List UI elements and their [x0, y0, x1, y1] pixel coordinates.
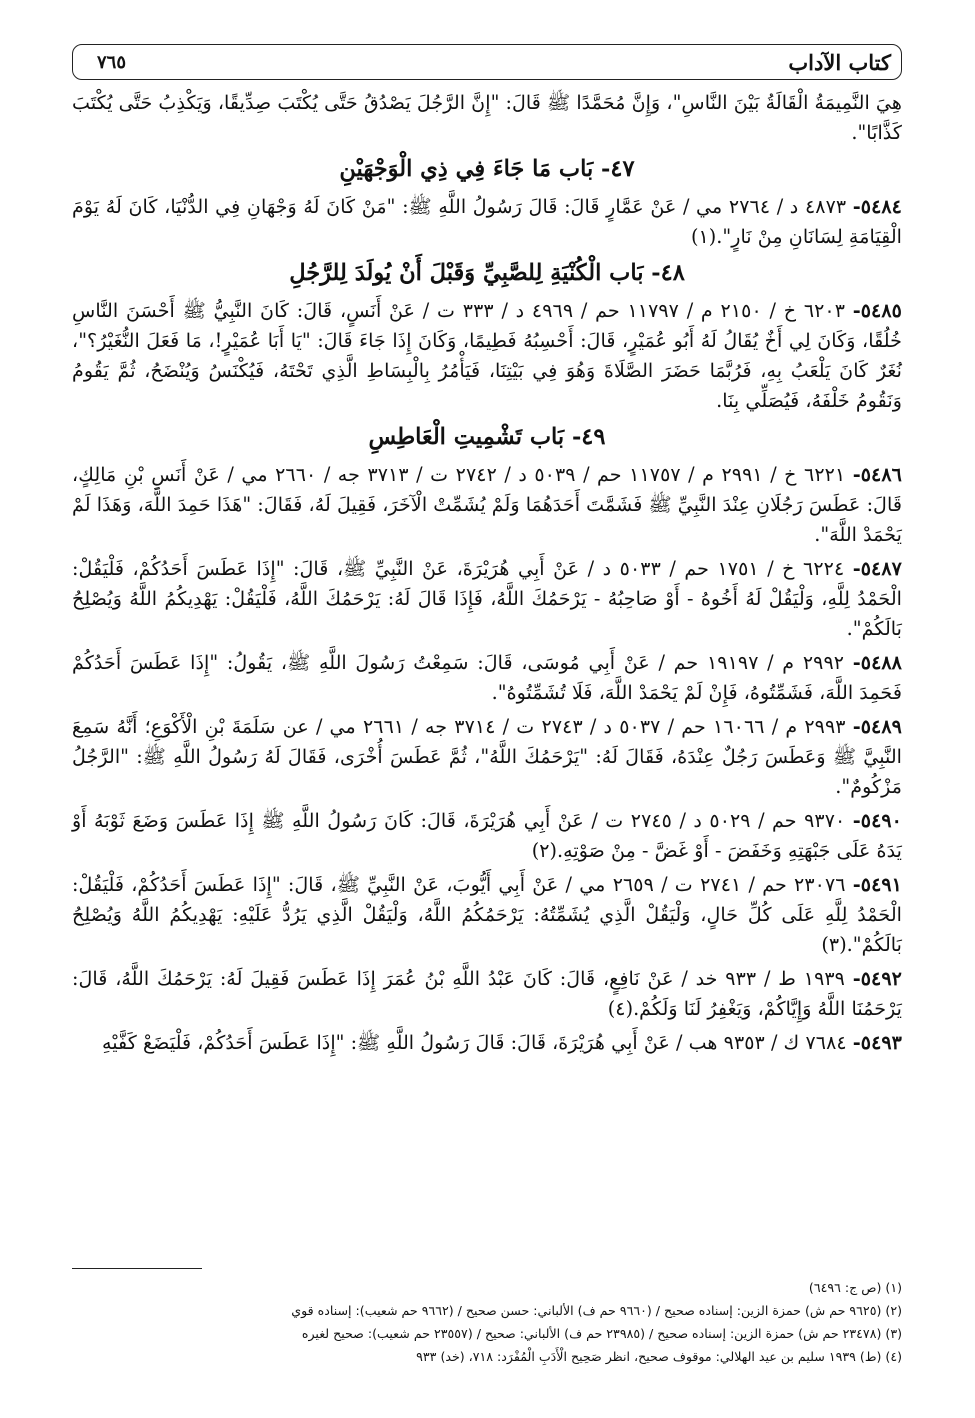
hadith-text: ٦٢٢١ خ / ٢٩٩١ م / ١١٧٥٧ حم / ٥٠٣٩ د / ٢٧٤٢ ت / ٣٧١٣ جه / ٢٦٦٠ مي / عَنْ أَنَسِ بْنِ مَالِكٍ، قَالَ: عَطَسَ رَجُلَانِ عِنْدَ النَّبِيِّ ﷺ فَشَمَّتَ أَحَدَهُمَا وَلَمْ يُشَمِّتْ الْآخَرَ، فَقِيلَ لَهُ، فَقَالَ: "هَذَا حَمِدَ اللَّهَ، وَهَذَا لَمْ يَحْمَدْ اللَّهَ".	[72, 463, 902, 546]
hadith-number: ٥٤٩٠-	[852, 809, 902, 832]
hadith-text: ٧٦٨٤ ك / ٩٣٥٣ هب / عَنْ أَبِي هُرَيْرَةَ، قَالَ: قَالَ رَسُولُ اللَّهِ ﷺ: "إِذَا عَطَسَ أَحَدُكُمْ، فَلْيَضَعْ كَفَّيْهِ	[101, 1031, 847, 1054]
chapter-heading: ٤٨- بَاب الْكُنْيَةِ لِلصَّبِيِّ وَقَبْلَ أَنْ يُولَدَ لِلرَّجُلِ	[289, 260, 685, 286]
hadith-text: ٦٢٠٣ خ / ٢١٥٠ م / ١١٧٩٧ حم / ٤٩٦٩ د / ٣٣٣ ت / عَنْ أَنَسٍ، قَالَ: كَانَ النَّبِيُّ ﷺ أَحْسَنَ النَّاسِ خُلُقًا، وَكَانَ لِي أَخٌ يُقَالُ لَهُ أَبُو عُمَيْرٍ، قَالَ: أَحْسِبُهُ فَطِيمًا، وَكَانَ إِذَا جَاءَ قَالَ: "يَا أَبَا عُمَيْرٍ!، مَا فَعَلَ النُّغَيْرُ؟"، نُغَرٌ كَانَ يَلْعَبُ بِهِ، فَرُبَّمَا حَضَرَ الصَّلَاةَ وَهُوَ فِي بَيْتِنَا، فَيَأْمُرُ بِالْبِسَاطِ الَّذِي تَحْتَهُ، فَيُكْنَسُ وَيُنْضَحُ، ثُمَّ يَقُومُ وَنَقُومُ خَلْفَهُ، فَيُصَلِّي بِنَا.	[72, 299, 902, 412]
hadith-text: ٦٢٢٤ خ / ١٧٥١ حم / ٥٠٣٣ د / عَنْ أَبِي هُرَيْرَةَ، عَنْ النَّبِيِّ ﷺ، قَالَ: "إِذَا عَطَسَ أَحَدُكُمْ، فَلْيَقُلْ: الْحَمْدُ لِلَّهِ، وَلْيَقُلْ لَهُ أَخُوهُ - أَوْ صَاحِبُهُ - يَرْحَمُكَ اللَّهُ، فَإِذَا قَالَ لَهُ: يَرْحَمُكَ اللَّهُ، فَلْيَقُلْ: يَهْدِيكُمُ اللَّهُ وَيُصْلِحُ بَالَكُمْ".	[72, 557, 902, 640]
footnotes	[72, 1276, 902, 1368]
footnote: (٣) (٢٣٤٧٨ حم ش) حمزة الزين: إسناده صحيح / (٢٣٩٨٥ حم ف) الألباني: صحيح / (٢٣٥٥٧ حم شعيب): صحيح لغيره	[301, 1326, 902, 1341]
hadith-text: ٤٨٧٣ د / ٢٧٦٤ مي / عَنْ عَمَّارٍ قَالَ: قَالَ رَسُولُ اللَّهِ ﷺ: "مَنْ كَانَ لَهُ وَجْهَانِ فِي الدُّنْيَا، كَانَ لَهُ يَوْمَ الْقِيَامَةِ لِسَانَانِ مِنْ نَارٍ".(١)	[72, 195, 902, 248]
hadith-text: ٢٩٩٢ م / ١٩١٩٧ حم / عَنْ أَبِي مُوسَى، قَالَ: سَمِعْتُ رَسُولَ اللَّهِ ﷺ، يَقُولُ: "إِذَا عَطَسَ أَحَدُكُمْ فَحَمِدَ اللَّهَ، فَشَمِّتُوهُ، فَإِنْ لَمْ يَحْمَدْ اللَّهَ، فَلَا تُشَمِّتُوهُ".	[72, 651, 902, 704]
hadith-number: ٥٤٨٩-	[852, 715, 902, 738]
footnote: (٤) (ط) ١٩٣٩ سليم بن عيد الهلالي: موقوف صحيح، انظر صَحِيح الْأَدَبِ الْمُفْرَد: ٧١٨، (خد) ٩٣٣	[416, 1349, 902, 1364]
hadith-entry	[72, 1028, 902, 1058]
chapter-heading: ٤٩- بَاب تَشْمِيتِ الْعَاطِسِ	[368, 424, 606, 450]
hadith-entry	[72, 460, 902, 550]
hadith-entry	[72, 806, 902, 866]
hadith-number: ٥٤٨٨-	[852, 651, 902, 674]
page-number: ٧٦٥	[97, 51, 127, 73]
page-header	[72, 44, 902, 80]
hadith-number: ٥٤٨٥-	[852, 299, 902, 322]
hadith-number: ٥٤٩٣-	[852, 1031, 902, 1054]
footnote-divider	[72, 1268, 202, 1269]
hadith-text: ٢٣٠٧٦ حم / ٢٧٤١ ت / ٢٦٥٩ مي / عَنْ أَبِي أَيُّوبَ، عَنْ النَّبِيِّ ﷺ، قَالَ: "إِذَا عَطَسَ أَحَدُكُمْ، فَلْيَقُلْ: الْحَمْدُ لِلَّهِ عَلَى كُلِّ حَالٍ، وَلْيَقُلْ الَّذِي يُشَمِّتُهُ: يَرْحَمُكُمُ اللَّهُ، وَلْيَقُلْ الَّذِي يَرُدُّ عَلَيْهِ: يَهْدِيكُمُ اللَّهُ وَيُصْلِحُ بَالَكُمْ".(٣)	[72, 873, 902, 956]
hadith-entry	[72, 648, 902, 708]
hadith-entry	[72, 870, 902, 960]
hadith-number: ٥٤٨٦-	[852, 463, 902, 486]
hadith-number: ٥٤٩٢-	[852, 967, 902, 990]
hadith-entry	[72, 192, 902, 252]
hadith-entry	[72, 554, 902, 644]
hadith-text: ٢٩٩٣ م / ١٦٠٦٦ حم / ٥٠٣٧ د / ٢٧٤٣ ت / ٣٧١٤ جه / ٢٦٦١ مي / عن سَلَمَةَ بْنِ الْأَكْوَعِ؛ أَنَّهُ سَمِعَ النَّبِيَّ ﷺ وَعَطَسَ رَجُلٌ عِنْدَهُ، فَقَالَ لَهُ: "يَرْحَمُكَ اللَّهُ"، ثُمَّ عَطَسَ أُخْرَى، فَقَالَ لَهُ رَسُولُ اللَّهِ ﷺ: "الرَّجُلُ مَزْكُومٌ".	[72, 715, 902, 798]
hadith-text: ٩٣٧٠ حم / ٥٠٢٩ د / ٢٧٤٥ ت / عَنْ أَبِي هُرَيْرَةَ، قَالَ: كَانَ رَسُولُ اللَّهِ ﷺ إِذَا عَطَسَ وَضَعَ ثَوْبَهُ أَوْ يَدَهُ عَلَى جَبْهَتِهِ وَخَفَضَ - أَوْ غَضَّ - مِنْ صَوْتِهِ.(٢)	[72, 809, 902, 862]
book-section-title: كتاب الآداب	[788, 49, 891, 75]
book-page	[72, 44, 902, 1384]
hadith-entry	[72, 964, 902, 1024]
hadith-number: ٥٤٨٧-	[852, 557, 902, 580]
footnote: (٢) (٩٦٢٥ حم ش) حمزة الزين: إسناده صحيح / (٩٦٦٠ حم ف) الألباني: حسن صحيح / (٩٦٦٢ حم شعيب): إسناده قوي	[291, 1303, 902, 1318]
footnote: (١) (ص ج: ٦٤٩٦)	[808, 1280, 902, 1295]
intro-paragraph: هِيَ النَّمِيمَةُ الْقَالَةُ بَيْنَ النَّاسِ"، وَإِنَّ مُحَمَّدًا ﷺ قَالَ: "إِنَّ الرَّجُلَ يَصْدُقُ حَتَّى يُكْتَبَ صِدِّيقًا، وَيَكْذِبُ حَتَّى يُكْتَبَ كَذَّابًا".	[72, 91, 902, 144]
hadith-number: ٥٤٨٤-	[852, 195, 902, 218]
chapter-heading: ٤٧- بَاب مَا جَاءَ فِي ذِي الْوَجْهَيْنِ	[339, 156, 635, 182]
hadith-entry	[72, 712, 902, 802]
hadith-number: ٥٤٩١-	[852, 873, 902, 896]
hadith-entry	[72, 296, 902, 416]
hadith-text: ١٩٣٩ ط / ٩٣٣ خد / عَنْ نَافِعٍ، قَالَ: كَانَ عَبْدُ اللَّهِ بْنُ عُمَرَ إِذَا عَطَسَ فَقِيلَ لَهُ: يَرْحَمُكَ اللَّهُ، قَالَ: يَرْحَمُنَا اللَّهُ وَإِيَّاكُمْ، وَيَغْفِرُ لَنَا وَلَكُمْ.(٤)	[72, 967, 902, 1020]
